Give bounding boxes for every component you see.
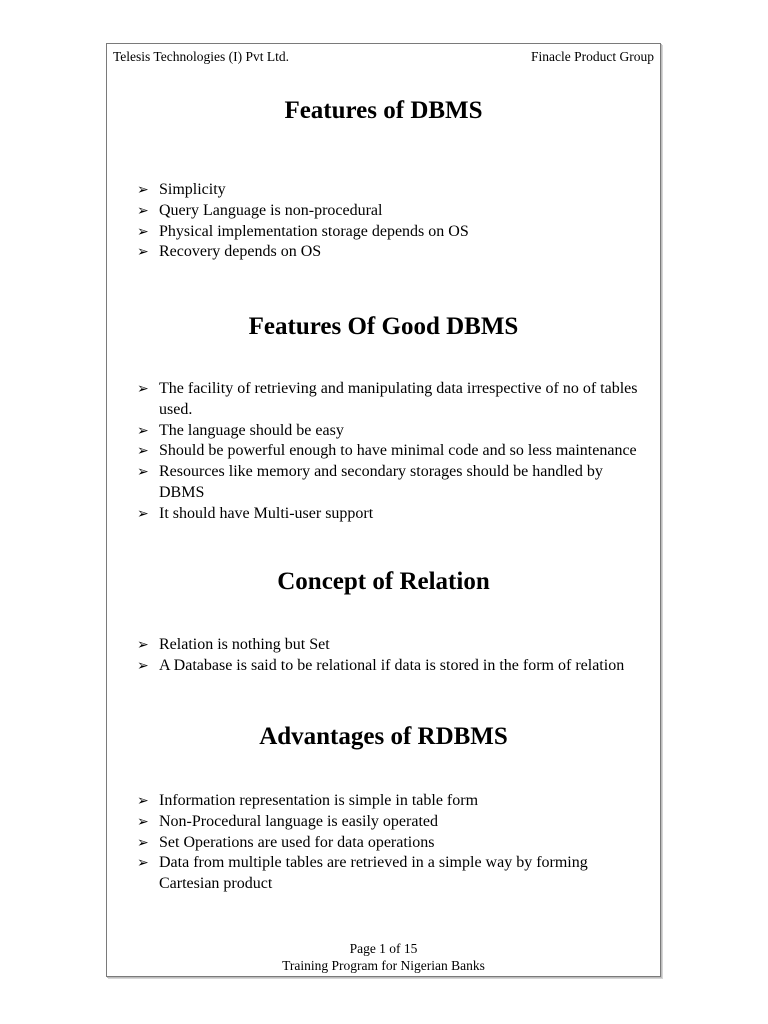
arrow-bullet-icon: ➢ xyxy=(137,505,149,522)
arrow-bullet-icon: ➢ xyxy=(137,464,149,481)
list-item: ➢ Physical implementation storage depends on OS xyxy=(135,222,650,243)
list-item: ➢ Should be powerful enough to have minimal code and so less maintenance xyxy=(135,441,650,462)
header-company: Telesis Technologies (I) Pvt Ltd. xyxy=(113,49,289,64)
document-page xyxy=(106,43,661,977)
arrow-bullet-icon: ➢ xyxy=(137,381,149,397)
section-heading: Concept of Relation xyxy=(277,568,490,595)
arrow-bullet-icon: ➢ xyxy=(137,443,149,460)
arrow-bullet-icon: ➢ xyxy=(137,637,149,653)
section-list xyxy=(135,635,650,677)
arrow-bullet-icon: ➢ xyxy=(137,202,149,219)
arrow-bullet-icon: ➢ xyxy=(137,855,149,872)
arrow-bullet-icon: ➢ xyxy=(137,793,149,809)
section-heading: Features of DBMS xyxy=(284,97,483,124)
list-item: ➢ Resources like memory and secondary storages should be handled by DBMS xyxy=(137,463,603,501)
arrow-bullet-icon: ➢ xyxy=(137,223,149,240)
list-item: ➢ Recovery depends on OS xyxy=(135,242,650,263)
list-item: ➢ It should have Multi-user support xyxy=(135,504,650,525)
footer-program: Training Program for Nigerian Banks xyxy=(282,958,485,973)
list-item: ➢ Set Operations are used for data operations xyxy=(135,833,650,854)
arrow-bullet-icon: ➢ xyxy=(137,244,149,261)
section-heading: Advantages of RDBMS xyxy=(259,723,508,750)
list-item: ➢ Non-Procedural language is easily operated xyxy=(135,812,650,833)
list-item: ➢ The language should be easy xyxy=(135,421,650,442)
page-header xyxy=(113,48,654,65)
list-item: ➢ The facility of retrieving and manipulating data irrespective of no of tables used. xyxy=(137,380,638,418)
page-number: Page 1 of 15 xyxy=(349,941,418,956)
section-heading: Features Of Good DBMS xyxy=(248,313,519,340)
list-item: ➢ Query Language is non-procedural xyxy=(135,201,650,222)
arrow-bullet-icon: ➢ xyxy=(137,834,149,851)
list-item: ➢ Relation is nothing but Set xyxy=(135,635,650,656)
list-item: ➢ Data from multiple tables are retrieved in a simple way by forming Cartesian product xyxy=(137,854,588,893)
arrow-bullet-icon: ➢ xyxy=(137,813,149,830)
header-group: Finacle Product Group xyxy=(531,49,654,64)
list-item: ➢ Information representation is simple in table form xyxy=(135,791,650,812)
list-item: ➢ A Database is said to be relational if data is stored in the form of relation xyxy=(135,656,650,677)
arrow-bullet-icon: ➢ xyxy=(137,657,149,674)
section-list xyxy=(135,180,650,263)
section-list xyxy=(135,791,650,895)
page-footer xyxy=(107,940,660,974)
arrow-bullet-icon: ➢ xyxy=(137,182,149,198)
list-item: ➢ Simplicity xyxy=(135,180,650,201)
section-list xyxy=(135,379,650,525)
arrow-bullet-icon: ➢ xyxy=(137,422,149,439)
